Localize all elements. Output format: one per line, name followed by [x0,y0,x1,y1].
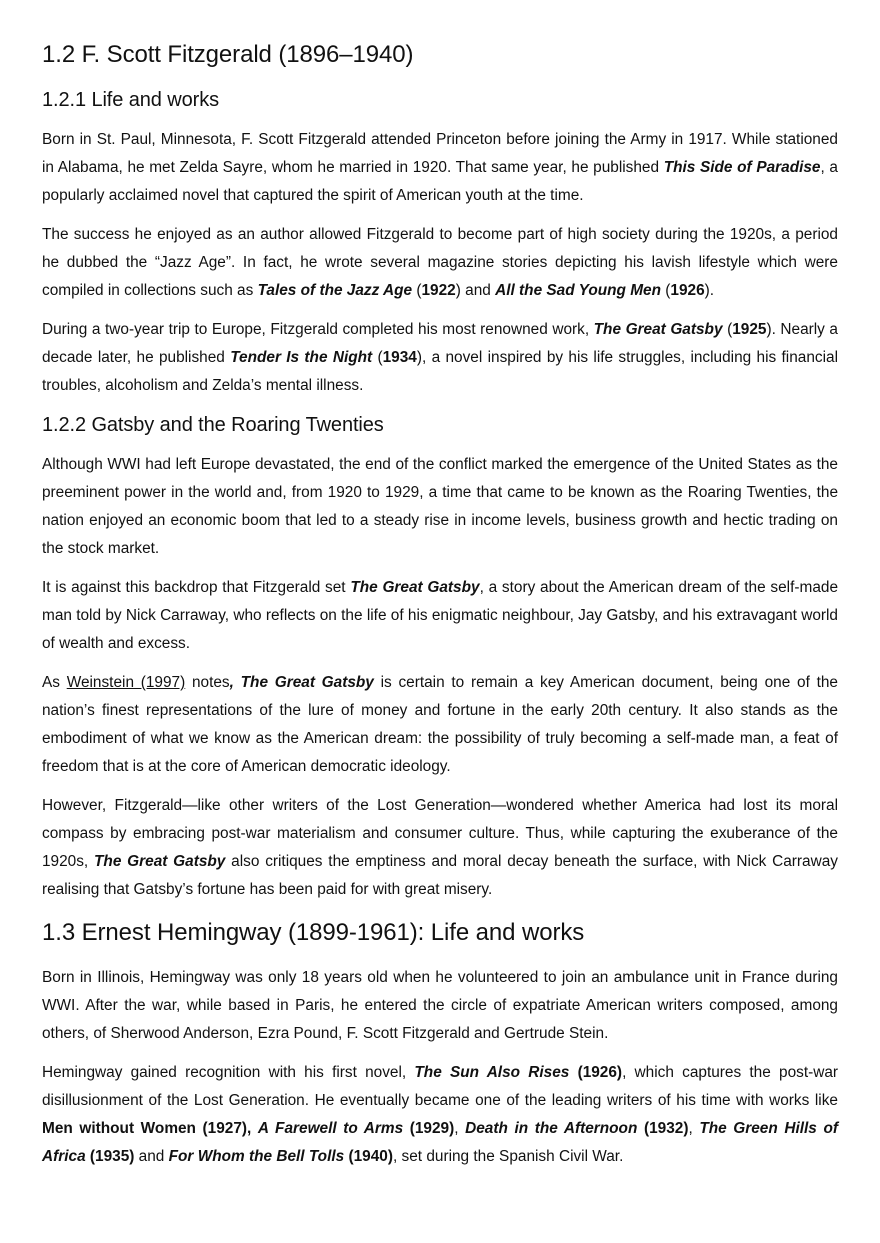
text: , a story about the American dream of the self-made man told by Nick Carraway, who reflects on the life of his enigmatic neighbour, Jay Gatsby, and his extravagant world of wealth and excess. [42,579,838,652]
text: , set during the Spanish Civil War. [392,1148,624,1165]
book-title: Tales of the Jazz Age [257,282,413,299]
year: (1927), [195,1120,252,1137]
text: , which captures the post-war disillusionment of the Lost Generation. He eventually became one of the leading writers of his time with works like [42,1064,839,1109]
book-title: A Farewell to Arms [257,1120,404,1137]
paragraph-fitzgerald-birth [42,126,838,210]
year: 1934 [382,349,417,366]
text: is certain to remain a key American document, being one of the nation’s finest representations of the lure of money and fortune in the early 20th century. It also stands as the embodiment of what we know as the American dream: the possibility of truly becoming a self-made man, a feat of freedom that is at the core of American democratic ideology. [42,674,838,775]
text: notes [185,674,230,691]
text: However, Fitzgerald—like other writers of the Lost Generation—wondered whether America had lost its moral compass by embracing post-war materialism and consumer culture. Thus, while capturing the exuberance of the 1920s, [42,797,838,870]
text: It is against this backdrop that Fitzgerald set [42,579,351,596]
citation-link-weinstein[interactable]: Weinstein (1997) [66,674,186,691]
book-title: The Sun Also Rises [414,1064,570,1081]
text: ). Nearly a decade later, he published [42,321,838,366]
text: Born in St. Paul, Minnesota, F. Scott Fitzgerald attended Princeton before joining the Army in 1917. While stationed in Alabama, he met Zelda Sayre, whom he married in 1920. That same year, he published [42,131,838,176]
book-title: This Side of Paradise [663,159,821,176]
text: During a two-year trip to Europe, Fitzgerald completed his most renowned work, [42,321,594,338]
section-heading-hemingway: 1.3 Ernest Hemingway (1899-1961): Life and works [42,919,585,946]
book-title: Tender Is the Night [230,349,373,366]
year: (1932) [637,1120,689,1137]
text: , [688,1120,700,1137]
text: As [42,674,67,691]
paragraph-gatsby-backdrop [42,574,838,658]
book-title: The Great Gatsby [94,853,226,870]
subsection-heading-gatsby-roaring-twenties: 1.2.2 Gatsby and the Roaring Twenties [42,414,384,436]
paragraph-roaring-twenties [42,451,838,563]
text: ), a novel inspired by his life struggles, including his financial troubles, alcoholism and Zelda’s mental illness. [42,349,838,394]
text: ( [412,282,422,299]
text: ) and [455,282,496,299]
book-title: The Great Gatsby [593,321,723,338]
text: Hemingway gained recognition with his first novel, [42,1064,415,1081]
year: (1926) [569,1064,623,1081]
text: , [454,1120,466,1137]
text: , a popularly acclaimed novel that captured the spirit of American youth at the time. [42,159,838,204]
book-title: All the Sad Young Men [495,282,661,299]
paragraph-weinstein-quote [42,669,838,781]
book-title: , The Great Gatsby [229,674,374,691]
book-title: Men without Women [42,1120,196,1137]
book-title: Death in the Afternoon [465,1120,638,1137]
text: also critiques the emptiness and moral decay beneath the surface, with Nick Carraway realising that Gatsby’s fortune has been paid for with great misery. [42,853,838,898]
text: Born in Illinois, Hemingway was only 18 years old when he volunteered to join an ambulance unit in France during WWI. After the war, while based in Paris, he entered the circle of expatriate American writers composed, among others, of Sherwood Anderson, Ezra Pound, F. Scott Fitzgerald and Gertrude Stein. [42,969,838,1042]
book-title: For Whom the Bell Tolls [168,1148,345,1165]
text: ( [722,321,733,338]
text: ( [661,282,671,299]
text: The success he enjoyed as an author allowed Fitzgerald to become part of high society during the 1920s, a period he dubbed the “Jazz Age”. In fact, he wrote several magazine stories depicting his lavish lifestyle which were compiled in collections such as [42,226,838,299]
subsection-heading-life-and-works: 1.2.1 Life and works [42,89,219,111]
year: 1925 [732,321,767,338]
year: (1940) [344,1148,393,1165]
year: 1926 [670,282,705,299]
paragraph-hemingway-birth [42,964,838,1048]
text: Although WWI had left Europe devastated, the end of the conflict marked the emergence of the United States as the preeminent power in the world and, from 1920 to 1929, a time that came to be known as the Roaring Twenties, the nation enjoyed an economic boom that led to a steady rise in income levels, business growth and hectic trading on the stock market. [42,456,838,557]
year: (1935) [85,1148,135,1165]
text: ). [704,282,715,299]
book-title: The Green Hills of Africa [42,1120,838,1165]
paragraph-fitzgerald-europe [42,316,838,400]
paragraph-fitzgerald-success [42,221,838,305]
text: ( [372,349,383,366]
text: and [134,1148,169,1165]
paragraph-hemingway-works [42,1059,838,1171]
book-title: The Great Gatsby [350,579,480,596]
section-heading-fitzgerald: 1.2 F. Scott Fitzgerald (1896–1940) [42,41,414,68]
year: 1922 [421,282,456,299]
year: (1929) [403,1120,455,1137]
paragraph-lost-generation [42,792,838,904]
text [251,1120,258,1137]
